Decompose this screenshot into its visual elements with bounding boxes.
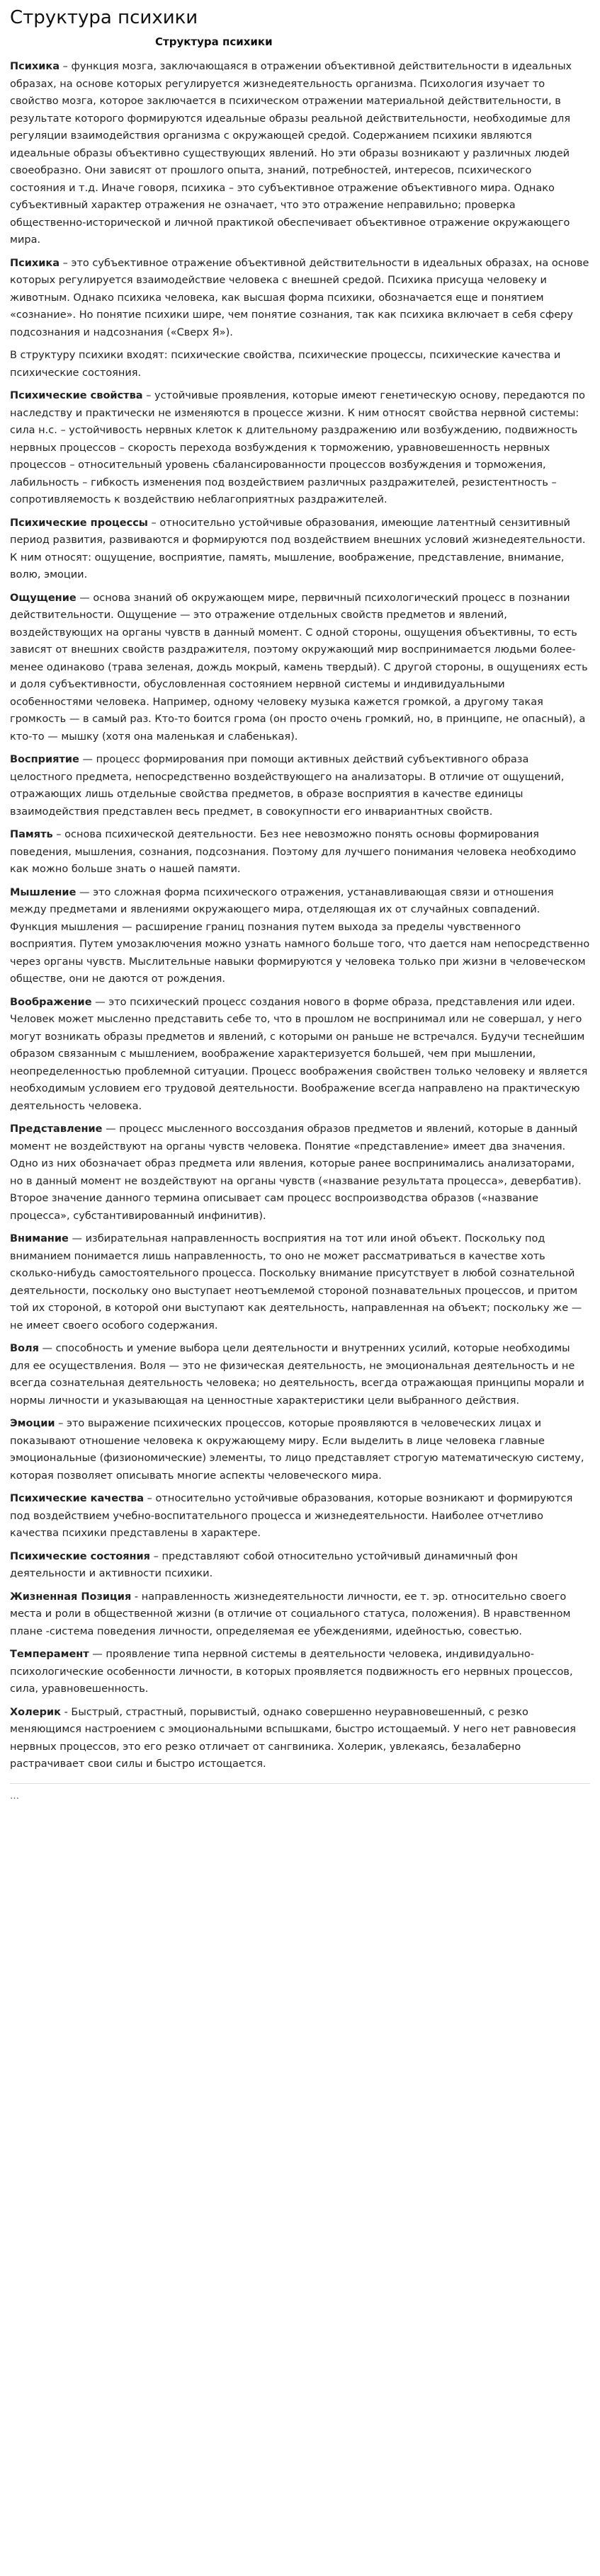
continuation-note: …: [10, 1783, 590, 1802]
paragraph-text: — проявление типа нервной системы в деятельности человека, индивидуально-психологические особенности личности, в которых проявляется подвижность его нервных процессов, сила, уравновешенность.: [10, 1649, 573, 1695]
term: Темперамент: [10, 1649, 89, 1660]
term: Холерик: [10, 1706, 61, 1718]
paragraph: [10, 751, 590, 820]
term: Ощущение: [10, 592, 77, 604]
term: Воля: [10, 1343, 39, 1354]
term: Восприятие: [10, 754, 79, 765]
paragraph: [10, 884, 590, 988]
page-title: Структура психики: [10, 7, 198, 28]
paragraph-text: — избирательная направленность восприятия на тот или иной объект. Поскольку под вниманием понимается лишь направленность, то оно не может рассматриваться в качестве хоть сколько-нибудь самостоятельного процесса. Поскольку внимание присутствует в любой сознательной деятельности, поскольку оно выступает неотъемлемой стороной познавательных процессов, и притом той их стороной, в которой они выступают как деятельность, направленная на объект; поскольку же — не имеет своего особого содержания.: [10, 1233, 582, 1332]
paragraph: [10, 1340, 590, 1409]
paragraph: [10, 826, 590, 878]
paragraph: [10, 1121, 590, 1225]
paragraph-text: В структуру психики входят: психические свойства, психические процессы, психические качества и психические состояния.: [10, 350, 561, 379]
term: Психические состояния: [10, 1550, 150, 1562]
paragraph: [10, 1646, 590, 1698]
paragraph: [10, 1490, 590, 1542]
paragraph: [10, 255, 590, 342]
paragraph-text: – это выражение психических процессов, которые проявляются в человеческих лицах и показывают отношение человека к окружающему миру. Если выделить в лице человека главные эмоциональные (физиономические) элементы, то лицо представляет строгую математическую систему, которая позволяет описывать многие аспекты человеческого мира.: [10, 1418, 584, 1482]
paragraph-text: — процесс мысленного воссоздания образов предметов и явлений, которые в данный момент не воздействуют на органы чувств человека. Понятие «представление» имеет два значения. Одно из них обозначает образ предмета или явления, которые ранее воспринимались анализаторами, но в данный момент не воздействуют на органы чувств («название результата процесса», девербатив). Второе значение данного термина описывает сам процесс воспроизводства образов («название процесса», субстантивированный инфинитив).: [10, 1123, 582, 1222]
paragraph-text: – представляют собой относительно устойчивый динамичный фон деятельности и активности психики.: [10, 1550, 518, 1579]
paragraph-text: — это сложная форма психического отражения, устанавливающая связи и отношения между предметами и явлениями окружающего мира, отделяющая их от случайных совпадений. Функция мышления — расширение границ познания путем выхода за пределы чувственного восприятия. Путем умозаключения можно узнать намного больше того, что дается нам непосредственно через органы чувств. Мыслительные навыки формируются у человека только при жизни в человеческом обществе, они не даются от рождения.: [10, 886, 590, 985]
paragraph-text: — это психический процесс создания нового в форме образа, представления или идеи. Человек может мысленно представить себе то, что в прошлом не воспринимал или не совершал, у него могут возникать образы предметов и явлений, с которыми он раньше не встречался. Будучи теснейшим образом связанным с мышлением, воображение характеризуется большей, чем при мышлении, неопределенностью проблемной ситуации. Процесс воображения свойствен только человеку и является необходимым условием его трудовой деятельности. Воображение всегда направлено на практическую деятельность человека.: [10, 996, 588, 1112]
paragraph-text: - направленность жизнедеятельности личности, ее т. эр. относительно своего места и роли в общественной жизни (в отличие от социального статуса, положения). В нравственном плане -система поведения личности, определяемая ее убеждениями, идейностью, совестью.: [10, 1591, 571, 1637]
paragraph: [10, 1548, 590, 1583]
paragraph-text: - Быстрый, страстный, порывистый, однако совершенно неуравновешенный, с резко меняющимся настроением с эмоциональными вспышками, быстро истощаемый. У него нет равновесия нервных процессов, это его резко отличает от сангвиника. Холерик, увлекаясь, безалаберно растрачивает свои силы и быстро истощается.: [10, 1706, 576, 1770]
paragraph: [10, 1415, 590, 1484]
term: Жизненная Позиция: [10, 1591, 132, 1603]
paragraph: [10, 1588, 590, 1641]
paragraph: [10, 590, 590, 746]
paragraph: [10, 994, 590, 1116]
paragraph-text: — основа знаний об окружающем мире, первичный психологический процесс в познании действительности. Ощущение — это отражение отдельных свойств предметов и явлений, воздействующих на органы чувств в данный момент. С одной стороны, ощущения объективны, то есть зависят от внешних свойств раздражителя, поэтому окружающий мир воспринимается людьми более-менее одинаково (трава зеленая, дождь мокрый, камень твердый). С другой стороны, в ощущениях есть и доля субъективности, обусловленная состоянием нервной системы и индивидуальными особенностями человека. Например, одному человеку музыка кажется громкой, а другому такая громкость — в самый раз. Кто-то боится грома (он просто очень громкий, но, в принципе, не опасный), а кто-то — мышку (хотя она маленькая и слабенькая).: [10, 592, 588, 743]
paragraph: [10, 347, 590, 382]
paragraph-text: — процесс формирования при помощи активных действий субъективного образа целостного предмета, непосредственно воздействующего на анализаторы. В отличие от ощущений, отражающих лишь отдельные свойства предметов, в образе восприятия в качестве единицы взаимодействия представлен весь предмет, в совокупности его инвариантных свойств.: [10, 754, 565, 818]
paragraph-text: – это субъективное отражение объективной действительности в идеальных образах, на основе которых регулируется взаимодействие человека с внешней средой. Психика присуща человеку и животным. Однако психика человека, как высшая форма психики, обозначается еще и понятием «сознание». Но понятие психики шире, чем понятие сознания, так как психика включает в себя сферу подсознания и надсознания («Сверх Я»).: [10, 257, 589, 338]
term: Психические процессы: [10, 517, 148, 529]
paragraph: [10, 1230, 590, 1334]
paragraph-text: – относительно устойчивые образования, которые возникают и формируются под воздействием учебно-воспитательного процесса и жизнедеятельности. Наиболее отчетливо качества психики представлены в характере.: [10, 1493, 573, 1539]
article-subtitle: Структура психики: [155, 35, 273, 48]
term: Память: [10, 829, 53, 840]
paragraph-text: – функция мозга, заключающаяся в отражении объективной действительности в идеальных образах, на основе которых регулируется жизнедеятельность организма. Психология изучает то свойство мозга, которое заключается в психическом отражении материальной действительности, в результате которого формируются идеальные образы реальной действительности, необходимые для регуляции взаимодействия организма с окружающей средой. Содержанием психики являются идеальные образы объективно существующих явлений. Но эти образы возникают у различных людей своеобразно. Они зависят от прошлого опыта, знаний, потребностей, интересов, психического состояния и т.д. Иначе говоря, психика – это субъективное отражение объективного мира. Однако субъективный характер отражения не означает, что это отражение неправильно; проверка общественно-исторической и личной практикой обеспечивает объективное отражение окружающего мира.: [10, 61, 572, 246]
paragraph-text: – устойчивые проявления, которые имеют генетическую основу, передаются по наследству и практически не изменяются в процессе жизни. К ним относят свойства нервной системы: сила н.с. – устойчивость нервных клеток к длительному раздражению или возбуждению, подвижность нервных процессов – скорость перехода возбуждения к торможению, уравновешенность нервных процессов – относительный уровень сбалансированности процессов возбуждения и торможения, лабильность – гибкость изменения под воздействием различных раздражителей, резистентность – сопротивляемость к воздействию неблагоприятных раздражителей.: [10, 390, 586, 505]
term: Психические качества: [10, 1493, 145, 1504]
paragraph: [10, 387, 590, 509]
term: Эмоции: [10, 1418, 55, 1429]
term: Воображение: [10, 996, 92, 1008]
term: Психика: [10, 257, 60, 269]
paragraph: [10, 1704, 590, 1773]
paragraph-text: – относительно устойчивые образования, имеющие латентный сензитивный период развития, развиваются и формируются под воздействием внешних условий жизнедеятельности. К ним относят: ощущение, восприятие, память, мышление, воображение, представление, внимание, волю, эмоции.: [10, 517, 586, 580]
term: Психика: [10, 61, 60, 72]
term: Мышление: [10, 886, 77, 898]
article-body: [10, 58, 590, 1773]
paragraph-text: – основа психической деятельности. Без нее невозможно понять основы формирования поведения, мышления, сознания, подсознания. Поэтому для лучшего понимания человека необходимо как можно больше знать о нашей памяти.: [10, 829, 577, 875]
term: Внимание: [10, 1233, 69, 1244]
term: Психические свойства: [10, 390, 143, 401]
paragraph: [10, 58, 590, 249]
paragraph-text: — способность и умение выбора цели деятельности и внутренних усилий, которые необходимы для ее осуществления. Воля — это не физическая деятельность, не эмоциональная деятельность и не всегда сознательная деятельность человека; но деятельность, всегда отражающая принципы морали и нормы личности и указывающая на ценностные характеристики цели выбранного действия.: [10, 1343, 584, 1407]
term: Представление: [10, 1123, 103, 1135]
paragraph: [10, 515, 590, 584]
